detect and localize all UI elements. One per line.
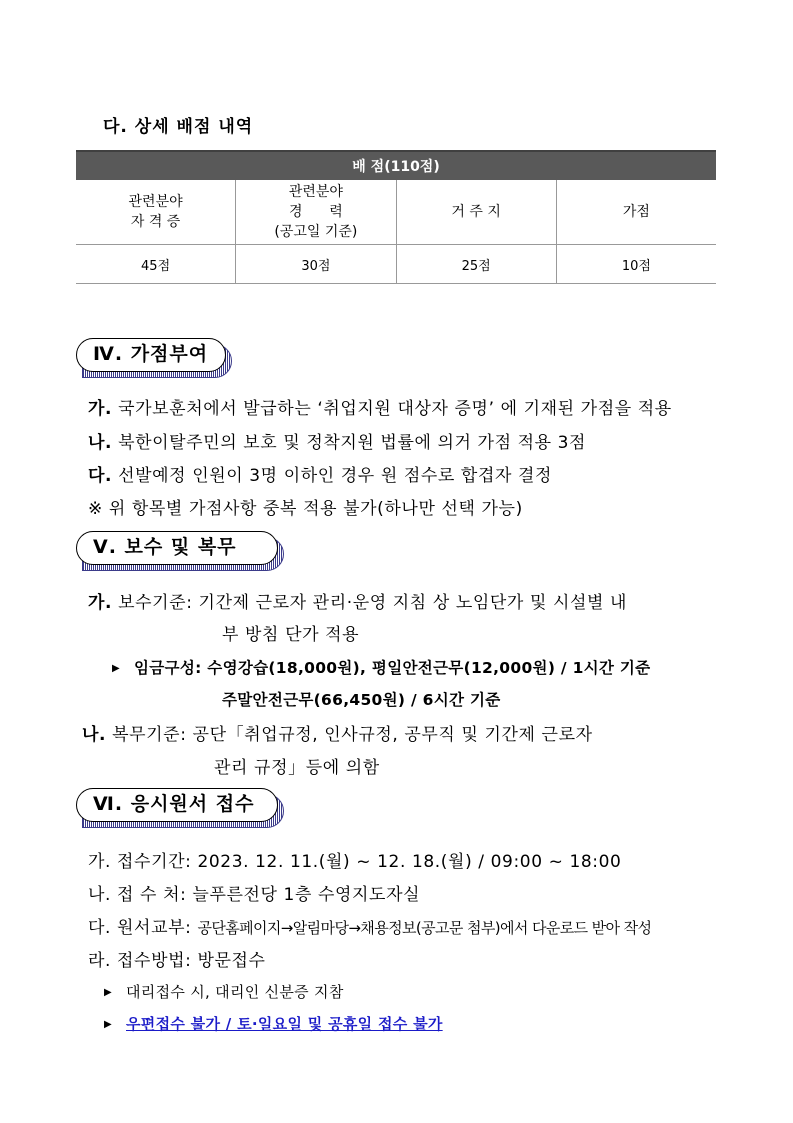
badge-title: Ⅵ. 응시원서 접수 [76,788,278,822]
bonus-item-c-label: 다. [88,466,113,486]
column-experience-line3: (공고일 기준) [274,224,358,240]
pay-item-b [82,720,593,745]
value-qualification: 45점 [76,245,236,284]
column-qualification-line2: 자 격 증 [130,214,181,230]
column-bonus: 가점 [556,180,716,245]
application-place: 나. 접 수 처: 늘푸른전당 1층 수영지도자실 [88,885,421,905]
pay-item-a-label: 가. [88,593,113,613]
bonus-item-b [88,428,586,453]
wage-composition [112,656,650,678]
pay-item-a-key: 보수기준: [118,593,193,613]
application-form [88,913,651,938]
wage-line1: 수영강습(18,000원), 평일안전근무(12,000원) / 1시간 기준 [207,659,651,677]
application-form-value: 공단홈페이지→알림마당→채용정보(공고문 첨부)에서 다운로드 받아 작성 [197,919,652,937]
triangle-bullet-icon: ▶ [104,987,112,998]
bullet-no-mail [104,1013,443,1034]
section-heading-score-details: 다. 상세 배점 내역 [103,117,254,137]
bonus-note: ※ 위 항목별 가점사항 중복 적용 불가(하나만 선택 가능) [88,499,523,519]
pay-item-b-key: 복무기준: [112,725,187,745]
application-period: 가. 접수기간: 2023. 12. 11.(월) ~ 12. 18.(월) / 09:00 ~ 18:00 [88,852,622,872]
value-experience: 30점 [236,245,396,284]
no-mail-notice: 우편접수 불가 / 토·일요일 및 공휴일 접수 불가 [126,1015,443,1033]
column-experience-line1: 관련분야 [288,184,343,200]
value-bonus: 10점 [556,245,716,284]
column-qualification-line1: 관련분야 [128,194,183,210]
section-badge-application [76,788,278,822]
triangle-bullet-icon: ▶ [112,663,120,674]
triangle-bullet-icon: ▶ [104,1019,112,1030]
bonus-item-b-text: 북한이탈주민의 보호 및 정착지원 법률에 의거 가점 적용 3점 [118,433,587,453]
bullet-proxy [104,981,344,1002]
column-residence: 거 주 지 [396,180,556,245]
section-badge-pay-duty [76,531,278,565]
wage-line2: 주말안전근무(66,450원) / 6시간 기준 [222,691,501,709]
pay-item-b-line1: 공단「취업규정, 인사규정, 공무직 및 기간제 근로자 [192,725,593,745]
pay-item-b-line2: 관리 규정」등에 의함 [214,758,380,778]
column-experience [236,180,396,245]
section-badge-bonus-points [76,338,226,372]
bonus-item-c [88,461,552,486]
bonus-item-a [88,394,672,419]
bullet-proxy-text: 대리접수 시, 대리인 신분증 지참 [126,983,344,1001]
bonus-item-b-label: 나. [88,433,113,453]
score-table [76,150,716,284]
bonus-item-a-label: 가. [88,399,113,419]
pay-item-a-line2: 부 방침 단가 적용 [222,625,360,645]
column-qualification [76,180,236,245]
score-table-header: 배 점(110점) [76,151,716,180]
badge-title: Ⅴ. 보수 및 복무 [76,531,278,565]
pay-item-a-line1: 기간제 근로자 관리·운영 지침 상 노임단가 및 시설별 내 [198,593,628,613]
bonus-item-c-text: 선발예정 인원이 3명 이하인 경우 원 점수로 합겹자 결정 [118,466,553,486]
column-experience-line2: 경 력 [289,204,343,220]
application-form-key: 다. 원서교부: [88,918,192,938]
wage-label: 임금구성: [134,659,202,677]
badge-title: Ⅳ. 가점부여 [76,338,226,372]
pay-item-b-label: 나. [82,725,107,745]
application-method: 라. 접수방법: 방문접수 [88,951,266,971]
value-residence: 25점 [396,245,556,284]
bonus-item-a-text: 국가보훈처에서 발급하는 ‘취업지원 대상자 증명’ 에 기재된 가점을 적용 [118,399,672,419]
pay-item-a [88,588,627,613]
